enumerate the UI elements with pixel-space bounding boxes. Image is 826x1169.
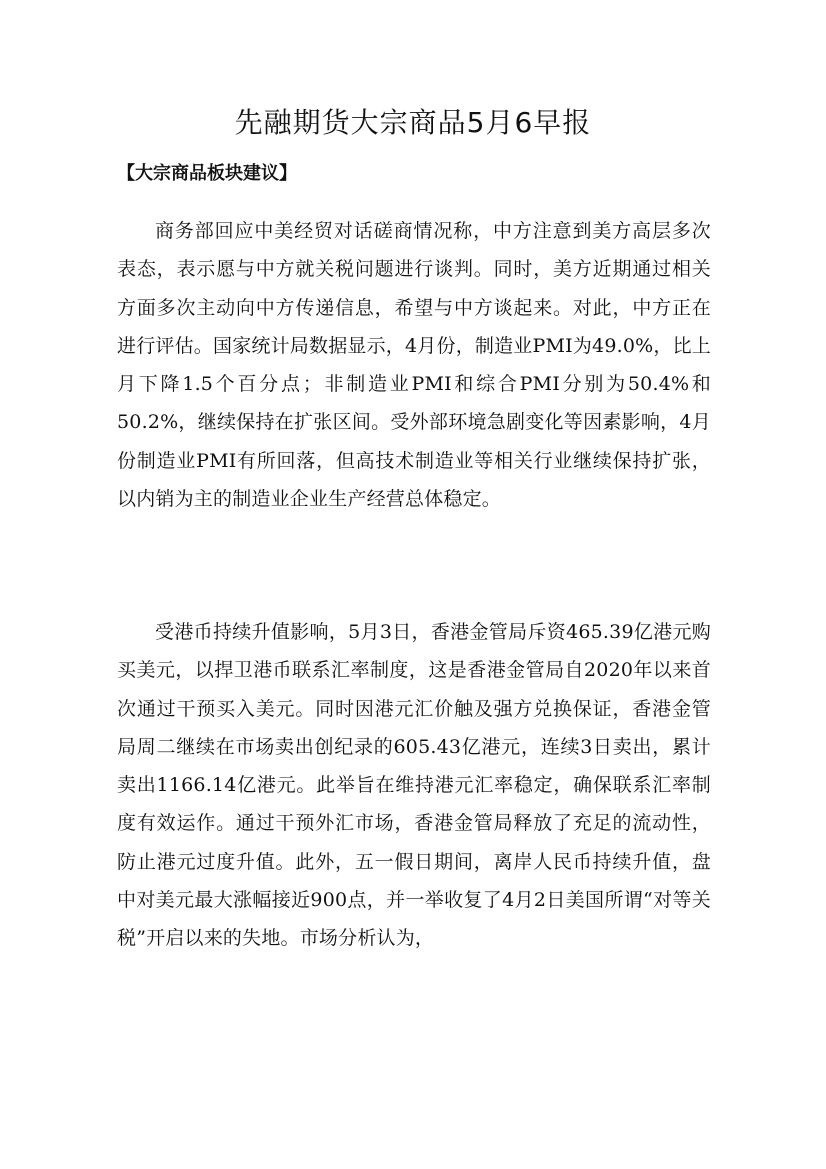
section-heading: 【大宗商品板块建议】 (117, 163, 297, 184)
paragraph-1: 商务部回应中美经贸对话磋商情况称，中方注意到美方高层多次表态，表示愿与中方就关税问题进行谈判。同时，美方近期通过相关方面多次主动向中方传递信息，希望与中方谈起来。对此，中方正在进行评估。国家统计局数据显示，4月份，制造业PMI为49.0%，比上月下降1.5个百分点；非制造业PMI和综合PMI分别为50.4%和50.2%，继续保持在扩张区间。受外部环境急剧变化等因素影响，4月份制造业PMI有所回落，但高技术制造业等相关行业继续保持扩张，以内销为主的制造业企业生产经营总体稳定。 (117, 220, 711, 511)
document-title: 先融期货大宗商品5月6早报 (234, 106, 592, 139)
paragraph-2: 受港币持续升值影响，5月3日，香港金管局斥资465.39亿港元购买美元，以捍卫港币联系汇率制度，这是香港金管局自2020年以来首次通过干预买入美元。同时因港元汇价触及强方兑换保证，香港金管局周二继续在市场卖出创纪录的605.43亿港元，连续3日卖出，累计卖出1166.14亿港元。此举旨在维持港元汇率稳定，确保联系汇率制度有效运作。通过干预外汇市场，香港金管局释放了充足的流动性，防止港元过度升值。此外，五一假日期间，离岸人民币持续升值，盘中对美元最大涨幅接近900点，并一举收复了4月2日美国所谓“对等关税”开启以来的失地。市场分析认为， (117, 621, 711, 950)
